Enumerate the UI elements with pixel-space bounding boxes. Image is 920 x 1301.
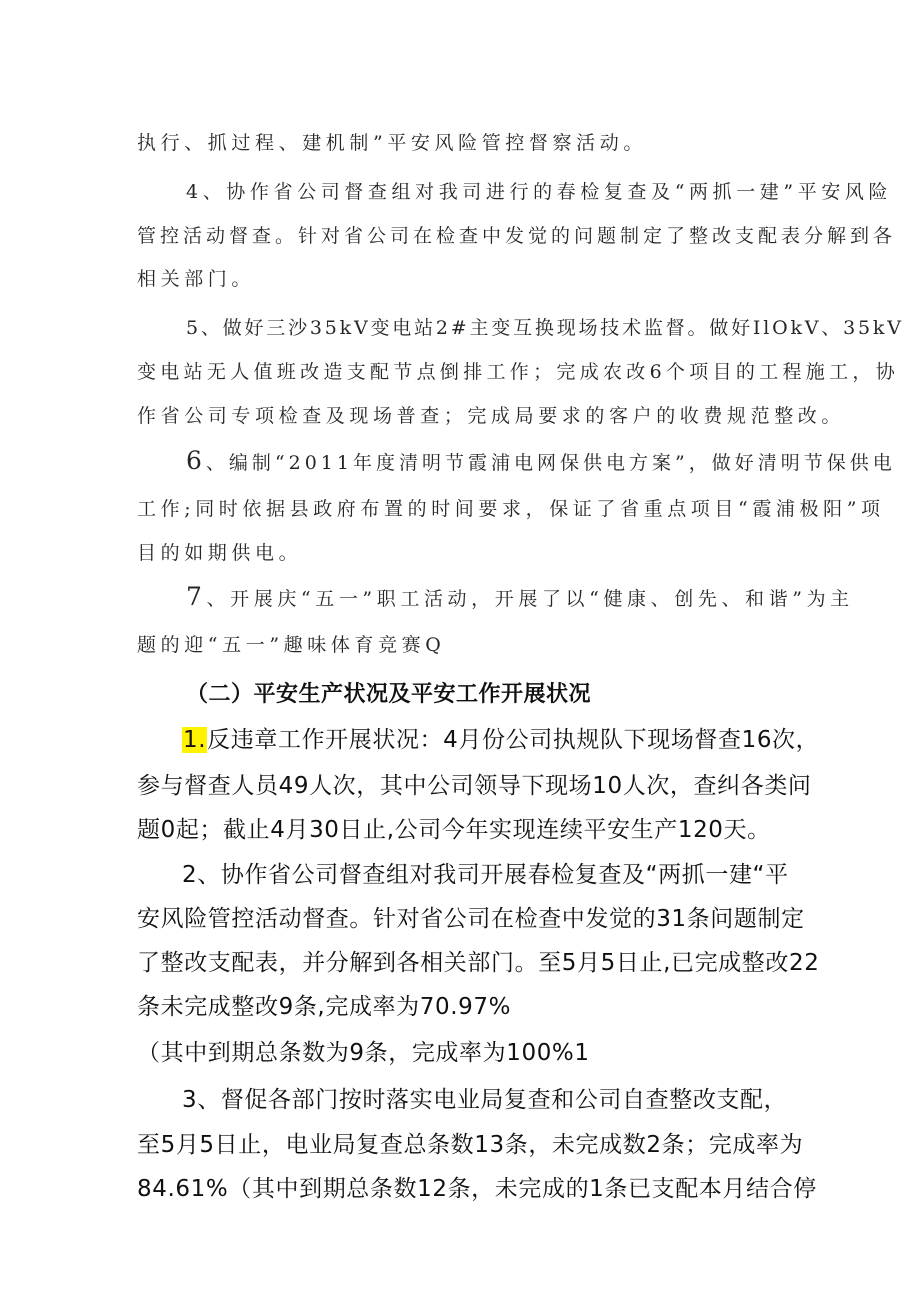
section-heading: （二）平安生产状况及平安工作开展状况 (186, 682, 592, 707)
text-line: 作省公司专项检查及现场普查；完成局要求的客户的收费规范整改。 (137, 405, 846, 427)
text-line: 变电站无人值班改造支配节点倒排工作；完成农改6个项目的工程施工，协 (137, 361, 899, 383)
text-line: 了整改支配表，并分解到各相关部门。至5月5日止,已完成整改22 (137, 950, 820, 976)
paragraph-number: 6 (186, 446, 206, 475)
text-line: 至5月5日止，电业局复查总条数13条，未完成数2条；完成率为 (137, 1132, 804, 1158)
text-line: 条未完成整改9条,完成率为70.97% (137, 994, 512, 1020)
text-span: 反违章工作开展状况：4月份公司执规队下现场督查16次， (207, 727, 820, 753)
text-line: 2、协作省公司督查组对我司开展春检复查及“两抓一建“平 (182, 862, 789, 888)
text-line: 4、协作省公司督查组对我司进行的春检复查及“两抓一建”平安风险 (186, 181, 893, 203)
text-line: 题的迎“五一”趣味体育竞赛Q (137, 634, 446, 656)
text-line: 目的如期供电。 (137, 542, 303, 564)
text-line (186, 582, 854, 611)
text-line: （其中到期总条数为9条，完成率为100%1 (137, 1040, 590, 1066)
text-line: 工作;同时依据县政府布置的时间要求，保证了省重点项目“霞浦极阳”项 (137, 498, 885, 520)
text-line: 参与督查人员49人次，其中公司领导下现场10人次，查纠各类问 (137, 773, 812, 799)
text-line: 5、做好三沙35kV变电站2#主变互换现场技术监督。做好IlOkV、35kV (186, 317, 904, 339)
text-line: 84.61%（其中到期总条数12条，未完成的1条已支配本月结合停 (137, 1176, 817, 1202)
text-span: 、编制“2011年度清明节霞浦电网保供电方案”，做好清明节保供电 (205, 452, 896, 474)
text-span: 、开展庆“五一”职工活动，开展了以“健康、创先、和谐”为主 (206, 588, 854, 610)
text-line: 3、督促各部门按时落实电业局复查和公司自查整改支配， (182, 1087, 788, 1113)
text-line: 执行、抓过程、建机制”平安风险管控督察活动。 (137, 132, 647, 154)
text-line: 题0起；截止4月30日止,公司今年实现连续平安生产120天。 (137, 817, 771, 843)
text-line (186, 446, 896, 475)
highlighted-marker: 1. (183, 727, 207, 753)
text-line: 安风险管控活动督查。针对省公司在检查中发觉的31条问题制定 (137, 906, 805, 932)
text-line: 管控活动督查。针对省公司在检查中发觉的问题制定了整改支配表分解到各 (137, 225, 897, 247)
text-line (182, 721, 819, 754)
text-line: 相关部门。 (137, 268, 256, 290)
paragraph-number: 7 (186, 582, 207, 611)
